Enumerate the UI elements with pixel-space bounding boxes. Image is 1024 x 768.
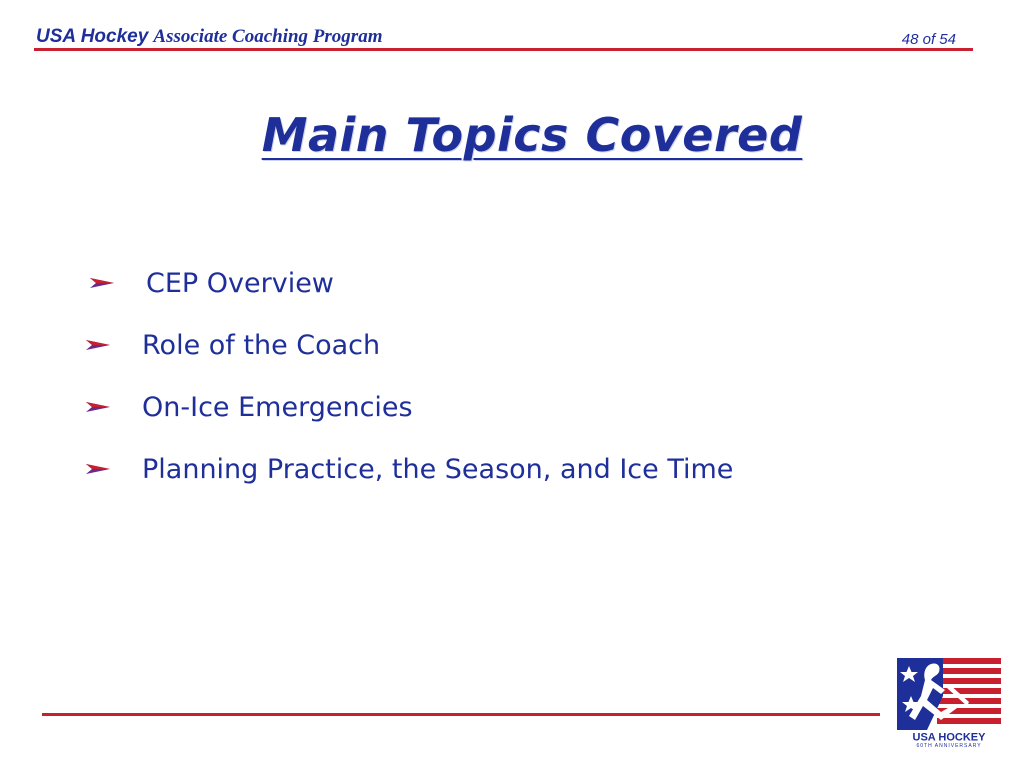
arrow-bullet-icon — [86, 463, 110, 475]
slide-title: Main Topics Covered — [261, 108, 803, 162]
topic-item — [86, 314, 733, 376]
topic-item — [86, 438, 733, 500]
topic-label: CEP Overview — [146, 267, 334, 299]
slide-title-container — [0, 108, 1024, 162]
header-program: Associate Coaching Program — [153, 26, 383, 47]
logo-subtext: 60TH ANNIVERSARY — [916, 743, 982, 748]
topic-list — [86, 252, 733, 500]
header-brand: USA Hockey — [36, 26, 149, 47]
topic-item — [86, 376, 733, 438]
page-number: 48 of 54 — [901, 31, 956, 48]
topic-label: On-Ice Emergencies — [142, 391, 413, 423]
logo-wordmark: USA HOCKEY — [912, 731, 986, 744]
bottom-divider — [42, 713, 880, 716]
arrow-bullet-icon — [86, 401, 110, 413]
topic-item — [86, 252, 733, 314]
topic-label: Role of the Coach — [142, 329, 381, 361]
arrow-bullet-icon — [90, 277, 114, 289]
top-divider — [34, 48, 973, 51]
header-title — [36, 26, 382, 48]
topic-label: Planning Practice, the Season, and Ice Time — [142, 453, 734, 485]
arrow-bullet-icon — [86, 339, 110, 351]
usa-hockey-logo — [897, 656, 1001, 748]
